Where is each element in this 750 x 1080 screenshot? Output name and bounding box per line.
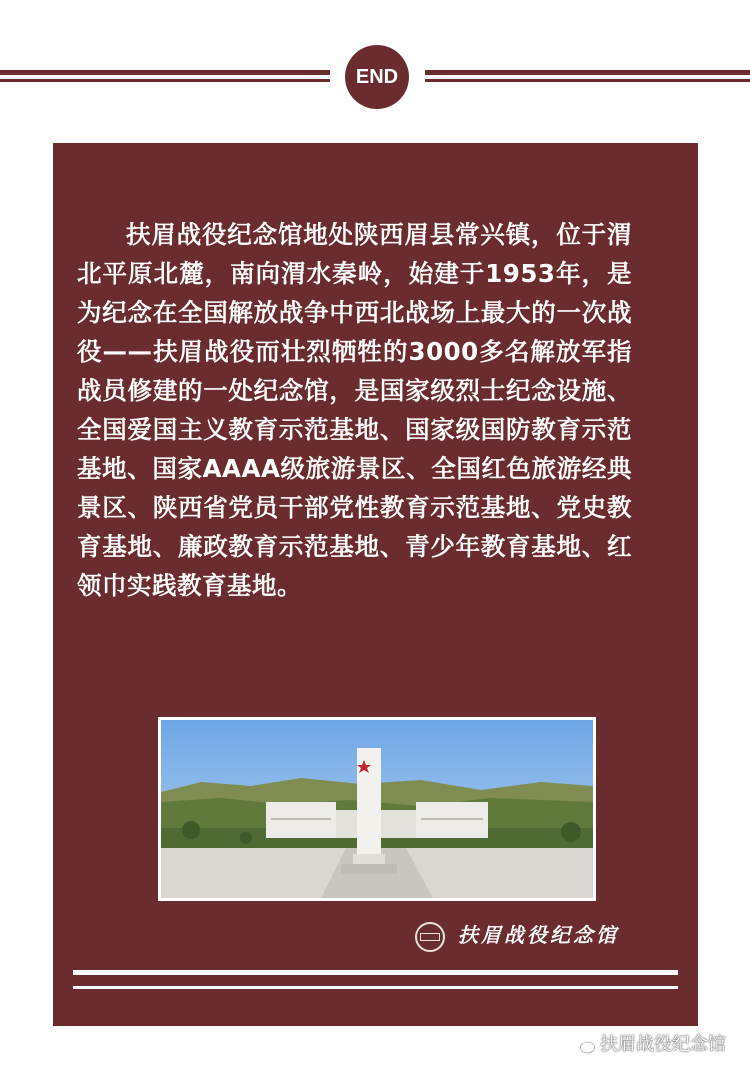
bottom-rule-thin: [73, 986, 678, 989]
end-badge: END: [345, 45, 409, 109]
bottom-rule-thick: [73, 970, 678, 975]
watermark-text: 扶眉战役纪念馆: [600, 1034, 726, 1055]
top-rule-right-thick: [425, 70, 750, 75]
museum-seal-logo: [415, 922, 445, 952]
top-rule-left-thick: [0, 70, 330, 75]
wechat-watermark: [572, 1032, 726, 1058]
top-rule-left-thin: [0, 79, 330, 82]
top-rule-right-thin: [425, 79, 750, 82]
museum-brand-name: 扶眉战役纪念馆: [458, 923, 619, 947]
seal-emblem-icon: [420, 933, 440, 941]
wechat-icon: [572, 1035, 596, 1055]
article-paragraph: 扶眉战役纪念馆地处陕西眉县常兴镇，位于渭北平原北麓，南向渭水秦岭，始建于1953年，是为纪念在全国解放战争中西北战场上最大的一次战役——扶眉战役而壮烈牺牲的3000多名解放军指战员修建的一处纪念馆，是国家级烈士纪念设施、全国爱国主义教育示范基地、国家级国防教育示范基地、国家AAAA级旅游景区、全国红色旅游经典景区、陕西省党员干部党性教育示范基地、党史教育基地、廉政教育示范基地、青少年教育基地、红领巾实践教育基地。: [77, 220, 632, 600]
memorial-photo: [158, 717, 596, 901]
